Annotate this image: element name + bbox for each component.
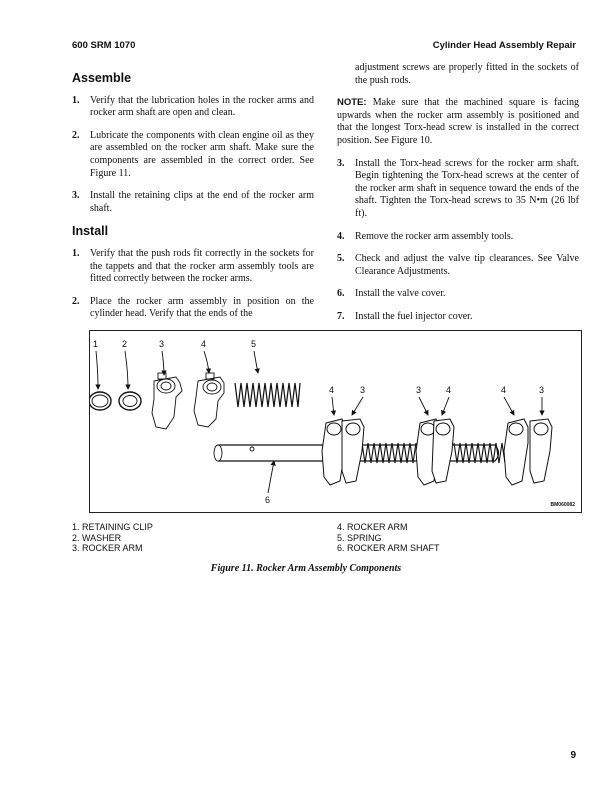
step-text: Lubricate the components with clean engine oil as they are assembled on the rocker arm shaft. Make sure the components are assembled in the correct order. See Figure 11. — [90, 129, 314, 179]
callout-1: 1 — [93, 339, 99, 349]
install-heading: Install — [72, 224, 109, 239]
install-step — [337, 253, 579, 278]
assemble-step — [72, 190, 314, 215]
install-step — [72, 248, 314, 286]
legend-item: 6. ROCKER ARM SHAFT — [337, 543, 440, 553]
figure-legend-right — [337, 522, 440, 554]
step-number: 6. — [337, 288, 345, 300]
note-paragraph — [337, 97, 579, 147]
callout-right-3a: 3 — [360, 385, 366, 395]
rocker-arm-illustration — [90, 331, 581, 512]
step-text: Place the rocker arm assembly in position on the cylinder head. Verify that the ends of the — [90, 295, 314, 320]
callout-right-3c: 3 — [539, 385, 545, 395]
note-text: Make sure that the machined square is facing upwards when the rocker arm assembly is positioned and that the longest Torx-head screw is installed in the correct position. See Figure 10. — [337, 97, 579, 146]
page-number: 9 — [570, 750, 576, 761]
assemble-step — [72, 95, 314, 120]
legend-item: 3. ROCKER ARM — [72, 543, 143, 553]
callout-6: 6 — [265, 495, 271, 505]
step-number: 1. — [72, 94, 80, 106]
step-number: 3. — [337, 157, 345, 169]
callout-3: 3 — [159, 339, 165, 349]
figure-legend-left — [72, 522, 153, 554]
callout-right-4b: 4 — [446, 385, 452, 395]
install-step — [337, 288, 579, 301]
install-step — [337, 231, 579, 244]
install-step — [337, 311, 579, 324]
legend-item: 2. WASHER — [72, 532, 122, 543]
install-step-continued: adjustment screws are properly fitted in the sockets of the push rods. — [355, 62, 579, 86]
step-text: Install the retaining clips at the end of the rocker arm shaft. — [90, 190, 314, 214]
assemble-step — [72, 130, 314, 180]
legend-item: 5. SPRING — [337, 532, 382, 543]
figure-id: BM060082 — [550, 502, 575, 508]
callout-right-3b: 3 — [416, 385, 422, 395]
callout-right-4a: 4 — [329, 385, 335, 395]
legend-item: 4. ROCKER ARM — [337, 522, 408, 532]
install-step — [72, 296, 314, 321]
rocker-arm-figure — [89, 330, 582, 513]
step-text: Install the fuel injector cover. — [355, 310, 473, 322]
step-number: 2. — [72, 129, 80, 141]
install-step — [337, 158, 579, 221]
step-text: Verify that the push rods fit correctly in the sockets for the tappets and that the rocker arm assembly tools are fitted correctly between the rocker arms. — [90, 247, 314, 285]
step-number: 4. — [337, 230, 345, 242]
step-text: Install the Torx-head screws for the rocker arm shaft. Begin tightening the Torx-head screws at the center of the rocker arm shaft in sequence toward the ends of the shaft. Tighten the Torx-head screws to 35 N•m (26 lbf ft). — [355, 157, 579, 219]
step-text: Verify that the lubrication holes in the rocker arms and rocker arm shaft are open and clean. — [90, 94, 314, 119]
note-label: NOTE: — [337, 97, 367, 109]
header-doc-id: 600 SRM 1070 — [72, 40, 136, 51]
callout-4: 4 — [201, 339, 207, 349]
step-number: 2. — [72, 295, 80, 307]
callout-5: 5 — [251, 339, 257, 349]
step-text: Check and adjust the valve tip clearances. See Valve Clearance Adjustments. — [355, 253, 579, 277]
legend-item: 1. RETAINING CLIP — [72, 522, 153, 532]
callout-right-4c: 4 — [501, 385, 507, 395]
left-column — [72, 62, 314, 331]
step-number: 5. — [337, 253, 345, 265]
assemble-heading: Assemble — [72, 71, 132, 85]
step-text: Install the valve cover. — [355, 288, 446, 300]
callout-2: 2 — [122, 339, 128, 349]
step-number: 1. — [72, 247, 80, 259]
step-number: 3. — [72, 190, 80, 202]
step-text: Remove the rocker arm assembly tools. — [355, 230, 514, 242]
right-column — [337, 62, 579, 334]
step-number: 7. — [337, 310, 345, 322]
figure-caption: Figure 11. Rocker Arm Assembly Components — [210, 563, 402, 574]
header-section-title: Cylinder Head Assembly Repair — [432, 40, 576, 51]
